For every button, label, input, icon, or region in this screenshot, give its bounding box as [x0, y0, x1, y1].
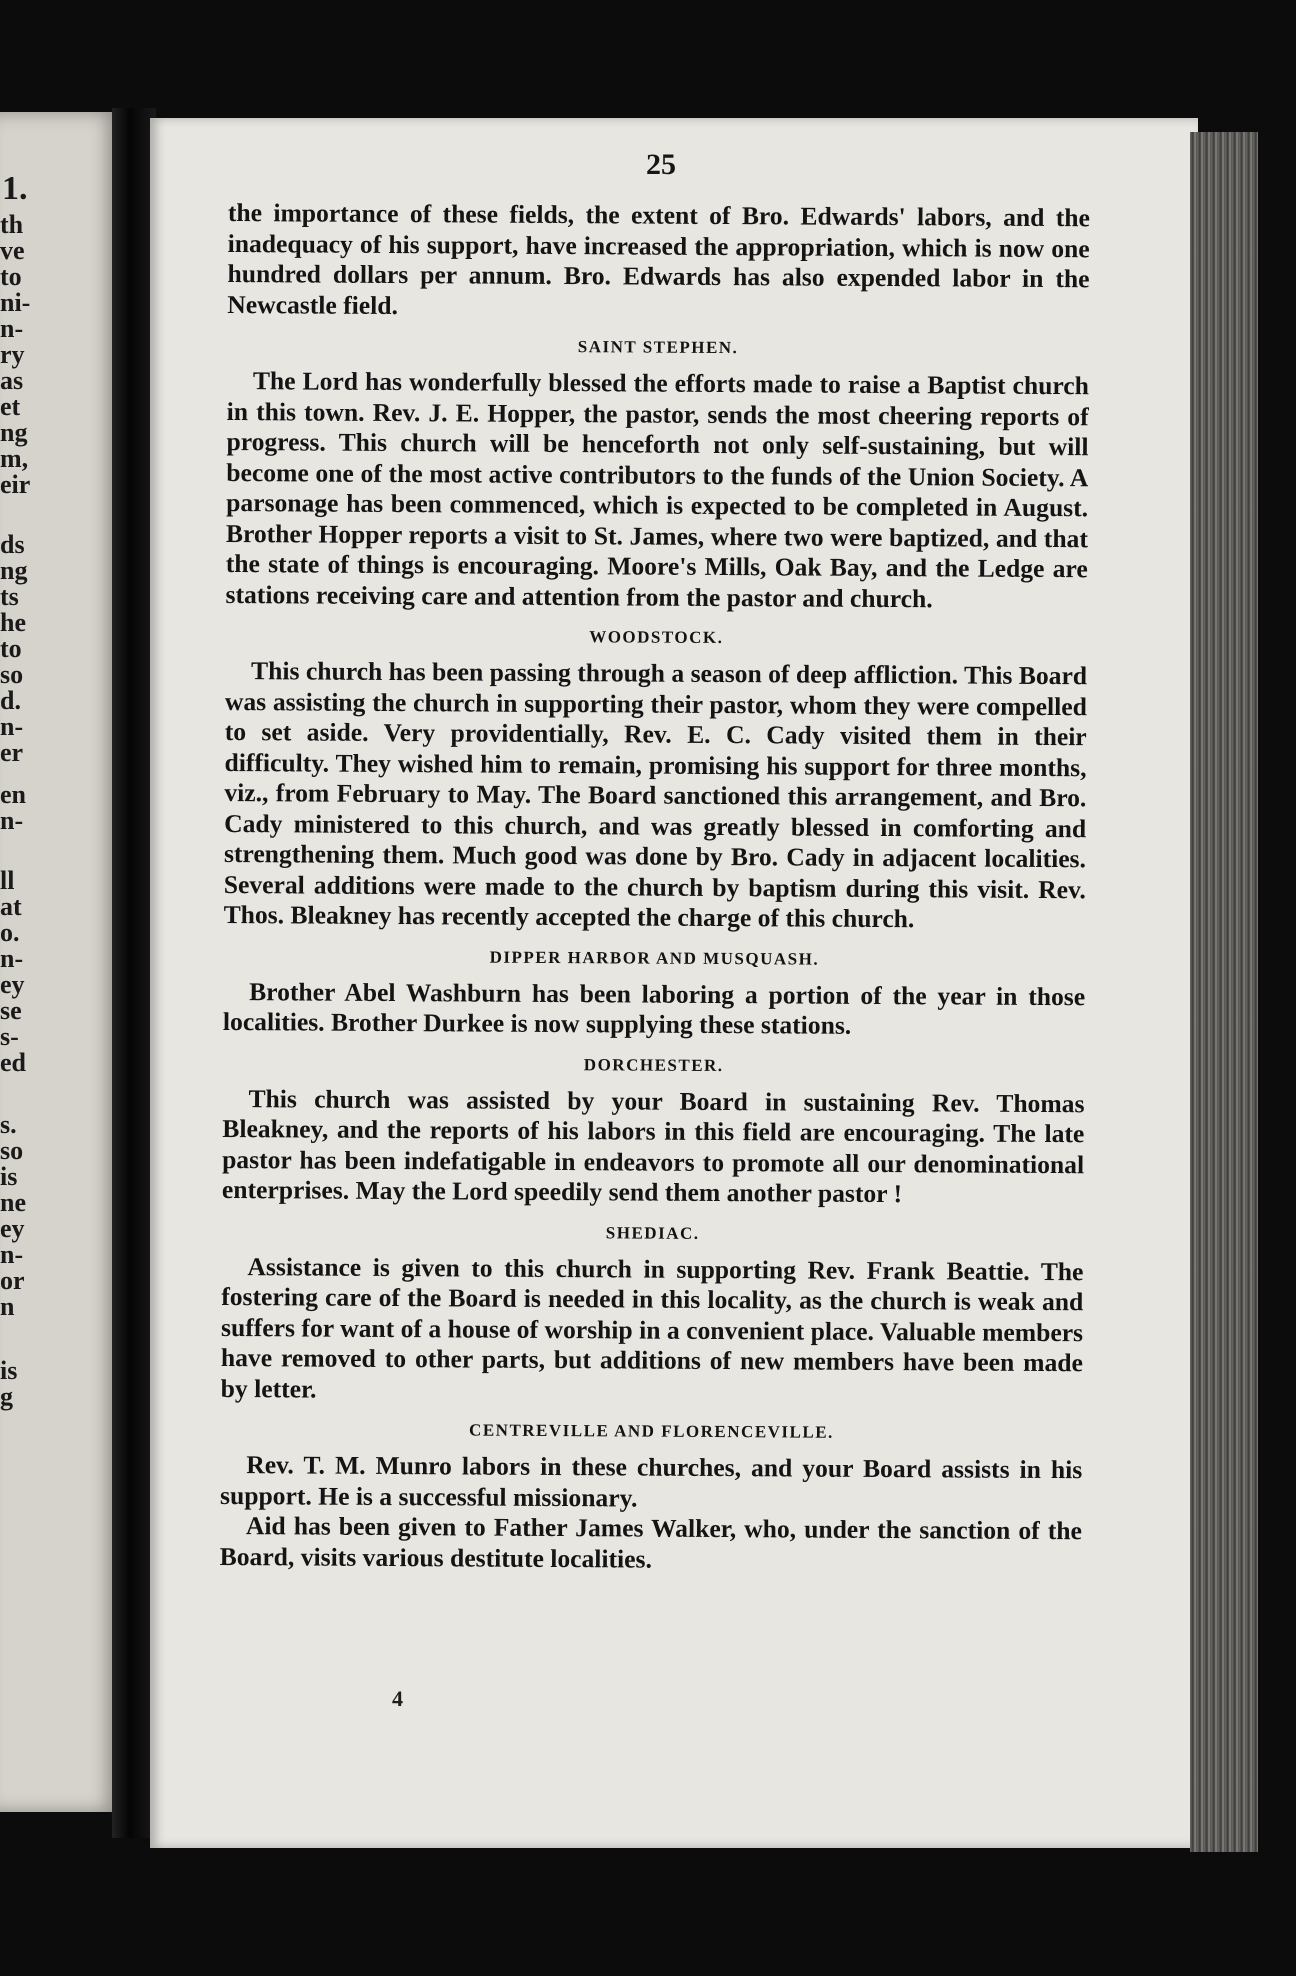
left-page-fragment: n- [0, 944, 24, 973]
left-page-fragment: d. [0, 686, 21, 715]
paragraph: Aid has been given to Father James Walker, who, under the sanction of the Board, visits various destitute localities. [219, 1511, 1082, 1574]
left-page-fragment: ey [0, 1214, 25, 1243]
page-number: 25 [646, 148, 676, 181]
paragraph: The Lord has wonderfully blessed the efforts made to raise a Baptist church in this town. Rev. J. E. Hopper, the pastor, sends the most cheering reports of progress. This church will be henceforth not only self-sustaining, but will become one of the most active contributors to the funds of the Union Society. A parsonage has been commenced, which is expected to be completed in August. Brother Hopper reports a visit to St. James, where two were baptized, and that the state of things is encouraging. Moore's Mills, Oak Bay, and the Ledge are stations receiving care and attention from the pastor and church. [225, 366, 1089, 613]
section-woodstock [224, 624, 1088, 936]
left-page-fragment: ve [0, 236, 25, 265]
paragraph: Assistance is given to this church in supporting Rev. Frank Beattie. The fostering care of the Board is needed in this locality, as the church is weak and suffers for want of a house of worship in a convenient place. Valuable members have removed to other parts, but additions of new members have been made by letter. [220, 1251, 1084, 1404]
left-page-fragment: ll [0, 866, 15, 895]
left-page-fragment: is [0, 1162, 18, 1191]
left-page-fragment: th [0, 210, 24, 239]
left-page-fragment: s- [0, 1022, 19, 1051]
page-edges [1190, 132, 1258, 1852]
section-heading: DORCHESTER. [583, 1054, 724, 1075]
paragraph: This church was assisted by your Board in sustaining Rev. Thomas Bleakney, and the reports of his labors in this field are encouraging. The late pastor has been indefatigable in endeavors to promote all our denominational enterprises. May the Lord speedily send them another pastor ! [221, 1083, 1085, 1209]
left-page-fragment: ed [0, 1048, 26, 1077]
left-page-fragment: n- [0, 712, 24, 741]
left-page-fragment: at [0, 892, 22, 921]
paragraph: the importance of these fields, the extent of Bro. Edwards' labors, and the inadequacy of his support, have increased the appropriation, which is now one hundred dollars per annum. Bro. Edwards has also expended labor in the Newcastle field. [227, 198, 1090, 320]
left-page-fragment: g [0, 1382, 13, 1411]
left-page-fragment: ts [0, 582, 19, 611]
left-page-fragment: n- [0, 806, 24, 835]
left-page-fragment: m, [0, 444, 29, 473]
left-page-fragment: eir [0, 470, 31, 499]
left-page-fragment: to [0, 634, 22, 663]
left-page-fragment: ds [0, 530, 25, 559]
page-text [220, 198, 1090, 1577]
left-page-fragment: n- [0, 314, 24, 343]
section-heading: SHEDIAC. [605, 1222, 700, 1243]
section-heading: SAINT STEPHEN. [577, 337, 739, 358]
left-page-fragment: so [0, 1136, 24, 1165]
left-page-fragment: er [0, 738, 24, 767]
left-page-fragment: ne [0, 1188, 26, 1217]
left-page-fragment: ey [0, 970, 25, 999]
section-dorchester [222, 1051, 1085, 1210]
left-page-fragment: as [0, 366, 24, 395]
section-saint-stephen [225, 334, 1089, 615]
left-page-fragment: et [0, 392, 21, 421]
left-page-fragment: ng [0, 556, 28, 585]
section-shediac [221, 1219, 1084, 1409]
section-heading: WOODSTOCK. [589, 627, 724, 648]
left-page-fragment: n- [0, 1240, 24, 1269]
signature-mark: 4 [392, 1686, 403, 1711]
left-page-fragment: s. [0, 1110, 17, 1139]
left-page-fragment: 1. [2, 170, 28, 207]
paragraph: Rev. T. M. Munro labors in these churches, and your Board assists in his support. He is a successful missionary. [219, 1450, 1083, 1513]
paragraph: Brother Abel Washburn has been laboring a portion of the year in those localities. Brother Durkee is now supplying these stations. [222, 976, 1086, 1040]
left-page-fragment: so [0, 660, 24, 689]
left-page-fragment: ry [0, 340, 25, 369]
left-page-fragment: ng [0, 418, 28, 447]
left-page-fragment: n [0, 1292, 15, 1321]
left-page-fragment: en [0, 780, 26, 809]
left-page-fragment: ni- [0, 288, 31, 317]
left-page-fragment: se [0, 996, 22, 1025]
section [227, 198, 1090, 325]
paragraph: This church has been passing through a season of deep affliction. This Board was assisting the church in supporting their pastor, whom they were compelled to set aside. Very providentially, Rev. E. C. Cady visited them in their difficulty. They wished him to remain, promising his support for three months, viz., from February to May. The Board sanctioned this arrangement, and Bro. Cady ministered to this church, and was greatly blessed in comforting and strengthening them. Much good was done by Bro. Cady in adjacent localities. Several additions were made to the church by baptism during this visit. Rev. Thos. Bleakney has recently accepted the charge of this church. [223, 656, 1088, 934]
left-page-fragment: o. [0, 918, 20, 947]
section-heading: CENTREVILLE AND FLORENCEVILLE. [469, 1420, 834, 1442]
section-dipper-harbor [223, 944, 1086, 1042]
left-page-fragment: is [0, 1356, 18, 1385]
left-page-fragment: or [0, 1266, 25, 1295]
left-facing-page [0, 112, 122, 1812]
left-page-fragment: he [0, 608, 26, 637]
left-page-fragment: to [0, 262, 22, 291]
section-centreville [220, 1418, 1083, 1577]
section-heading: DIPPER HARBOR AND MUSQUASH. [489, 947, 820, 969]
